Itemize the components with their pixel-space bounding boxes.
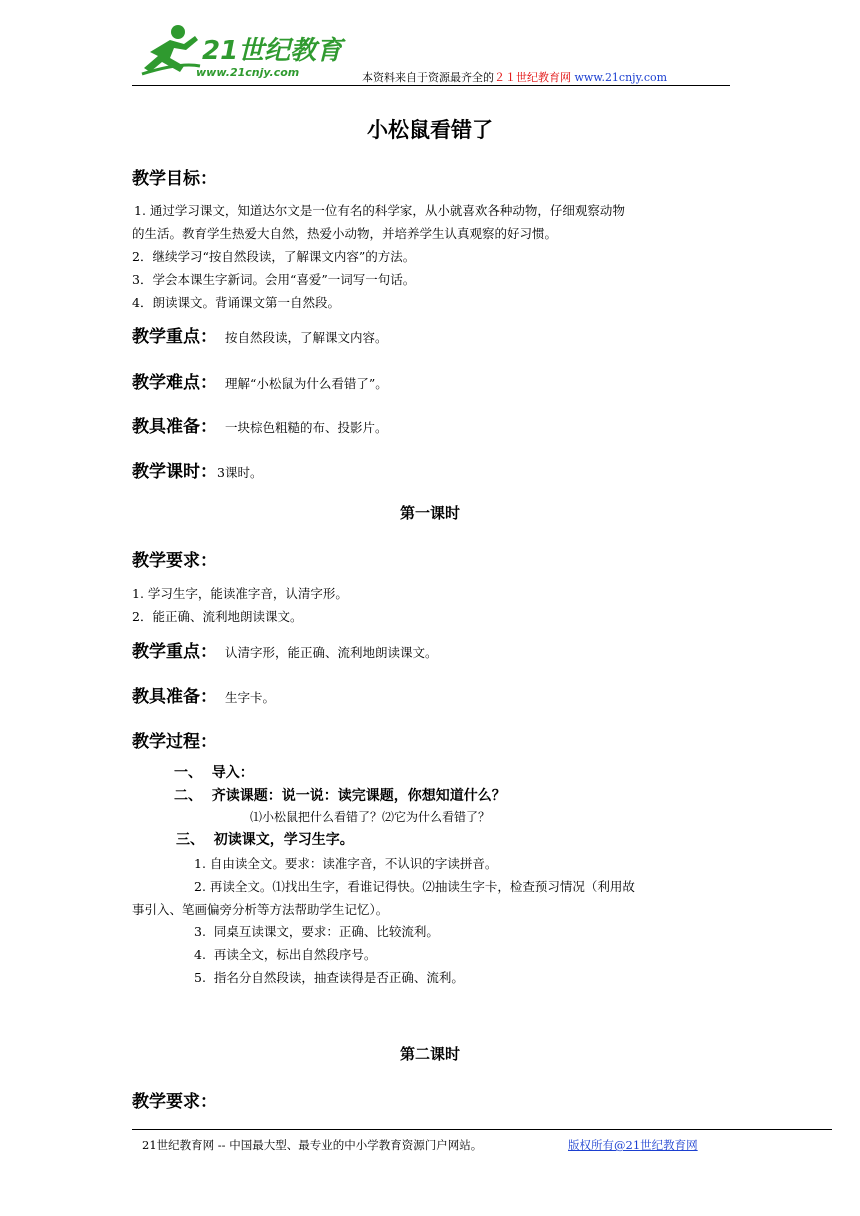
footer-text: 21世纪教育网 -- 中国最大型、最专业的中小学教育资源门户网站。 [142, 1138, 483, 1152]
lesson2-heading: 第二课时 [399, 1045, 460, 1063]
process-step-3: 三、 初读课文，学习生字。 [176, 832, 354, 848]
lesson1-key-heading: 教学重点： [132, 642, 217, 662]
step3-item: 1. 自由读全文。要求：读准字音，不认识的字读拼音。 [194, 856, 498, 871]
lesson1-req-heading: 教学要求： [132, 551, 217, 571]
difficulty-row [132, 368, 388, 393]
tools-row [132, 412, 388, 437]
tools-value: 一块棕色粗糙的布、投影片。 [225, 420, 388, 435]
lesson1-key-row [132, 637, 438, 662]
document-title: 小松鼠看错了 [367, 118, 493, 142]
key-points-heading: 教学重点： [132, 327, 217, 347]
tagline-url[interactable]: www.21cnjy.com [574, 71, 668, 84]
goal-line: 的生活。教育学生热爱大自然，热爱小动物，并培养学生认真观察的好习惯。 [132, 226, 558, 241]
step3-item: 4. 再读全文，标出自然段序号。 [194, 947, 377, 962]
footer-divider [132, 1129, 832, 1130]
key-points-row [132, 322, 388, 347]
header-tagline [362, 69, 667, 85]
difficulty-value: 理解“小松鼠为什么看错了”。 [225, 376, 388, 391]
goal-line: 2．继续学习“按自然段读，了解课文内容”的方法。 [132, 249, 416, 264]
hours-heading: 教学课时： [132, 462, 217, 482]
header-divider [132, 85, 730, 86]
step3-item: 2. 再读全文。⑴找出生字，看谁记得快。⑵抽读生字卡，检查预习情况（利用故 [194, 879, 635, 894]
step3-item: 事引入、笔画偏旁分析等方法帮助学生记忆）。 [132, 902, 389, 917]
process-step-2: 二、 齐读课题：说一说：读完课题，你想知道什么？ [174, 788, 506, 804]
step3-item: 5. 指名分自然段读，抽查读得是否正确、流利。 [194, 970, 464, 985]
hours-row [132, 457, 262, 482]
lesson1-key-value: 认清字形，能正确、流利地朗读课文。 [225, 645, 438, 660]
lesson1-tools-value: 生字卡。 [225, 690, 276, 705]
goals-heading: 教学目标： [132, 169, 217, 189]
lesson1-tools-heading: 教具准备： [132, 687, 217, 707]
process-step-2-sub: ⑴小松鼠把什么看错了？⑵它为什么看错了？ [250, 810, 491, 824]
goal-line: 3．学会本课生字新词。会用“喜爱”一词写一句话。 [132, 272, 416, 287]
logo-text: 21世纪教育 [202, 36, 343, 66]
process-step-1: 一、 导入： [174, 765, 254, 781]
site-logo [140, 22, 343, 82]
goal-line: 4．朗读课文。背诵课文第一自然段。 [132, 295, 340, 310]
logo-url: www.21cnjy.com [196, 66, 300, 79]
lesson1-heading: 第一课时 [399, 504, 460, 522]
lesson2-req-heading: 教学要求： [132, 1092, 217, 1112]
lesson1-process-heading: 教学过程： [132, 732, 217, 752]
tagline-brand: ２１世纪教育网 [494, 71, 571, 84]
lesson1-req-item: 1. 学习生字，能读准字音，认清字形。 [132, 586, 348, 601]
key-points-value: 按自然段读，了解课文内容。 [225, 330, 388, 345]
tagline-prefix: 本资料来自于资源最齐全的 [362, 71, 494, 84]
tools-heading: 教具准备： [132, 417, 217, 437]
step3-item: 3. 同桌互读课文，要求：正确、比较流利。 [194, 924, 439, 939]
lesson1-tools-row [132, 682, 275, 707]
footer-copyright-link[interactable]: 版权所有@21世纪教育网 [568, 1138, 698, 1152]
lesson1-req-item: 2．能正确、流利地朗读课文。 [132, 609, 303, 624]
difficulty-heading: 教学难点： [132, 373, 217, 393]
goal-line: 1. 通过学习课文，知道达尔文是一位有名的科学家，从小就喜欢各种动物，仔细观察动物 [134, 203, 625, 218]
hours-value: 3课时。 [217, 465, 263, 480]
